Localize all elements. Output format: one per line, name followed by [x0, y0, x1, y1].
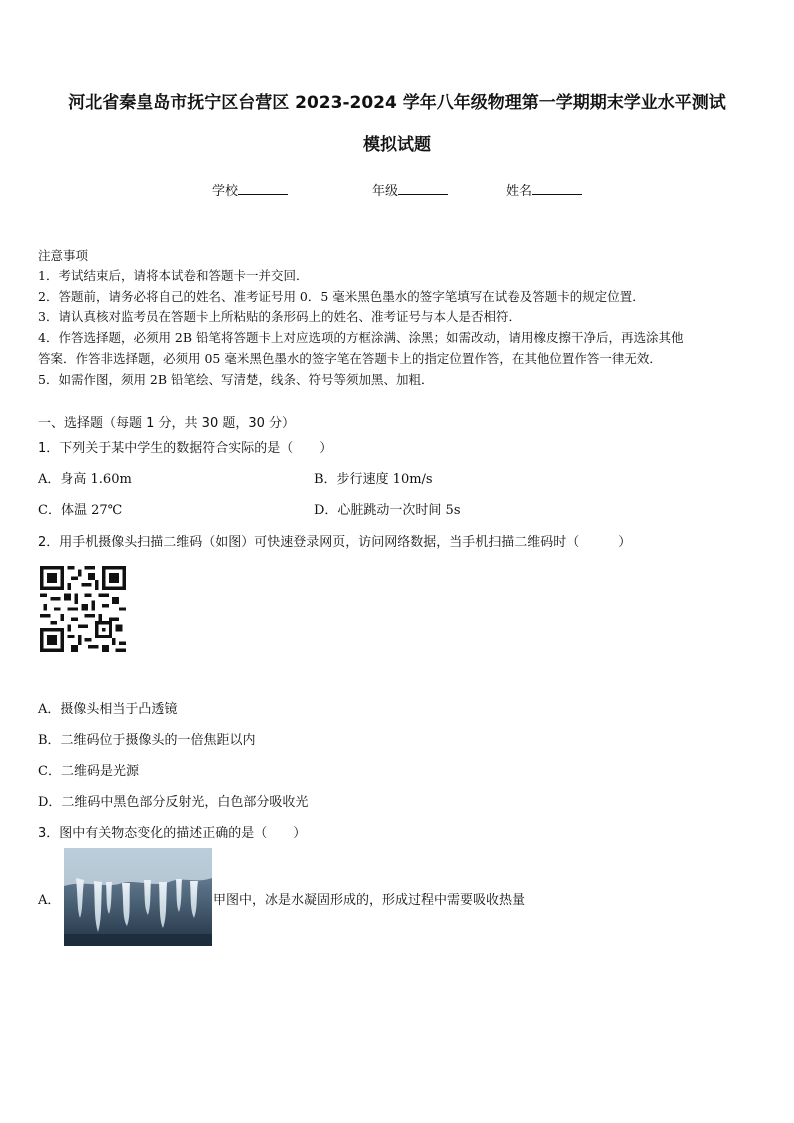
- q2-option-a: A．摄像头相当于凸透镜: [38, 702, 178, 717]
- q1-option-d: D．心脏跳动一次时间 5s: [314, 503, 461, 518]
- q3-option-a-text: 甲图中，冰是水凝固形成的，形成过程中需要吸收热量: [213, 893, 526, 908]
- school-label: 学校: [212, 184, 239, 199]
- notes-item: 2．答题前，请务必将自己的姓名、准考证号用 0．5 毫米黑色墨水的签字笔填写在试卷及答题卡的规定位置．: [38, 289, 645, 304]
- q2-option-b: B．二维码位于摄像头的一倍焦距以内: [38, 733, 256, 748]
- qr-code-icon: [40, 566, 126, 652]
- name-field: [506, 180, 582, 199]
- notes-item: 1．考试结束后，请将本试卷和答题卡一并交回．: [38, 268, 309, 283]
- name-label: 姓名: [506, 184, 533, 199]
- q3-option-a-label: A．: [38, 893, 61, 908]
- q2-option-d: D．二维码中黑色部分反射光，白色部分吸收光: [38, 795, 309, 810]
- question-1-stem: 1．下列关于某中学生的数据符合实际的是（ ）: [38, 441, 333, 456]
- q1-option-b: B．步行速度 10m/s: [314, 472, 433, 487]
- notes-item: 5．如需作图，须用 2B 铅笔绘、写清楚，线条、符号等须加黑、加粗．: [38, 372, 434, 387]
- notes-heading: 注意事项: [38, 248, 89, 263]
- notes-item: 3．请认真核对监考员在答题卡上所粘贴的条形码上的姓名、准考证号与本人是否相符．: [38, 309, 521, 324]
- grade-field: [372, 180, 448, 199]
- question-2-stem: 2．用手机摄像头扫描二维码（如图）可快速登录网页，访问网络数据，当手机扫描二维码时（ ）: [38, 535, 632, 550]
- grade-label: 年级: [372, 184, 399, 199]
- school-field: [212, 180, 288, 199]
- q1-option-a: A．身高 1.60m: [38, 472, 132, 487]
- grade-blank: [398, 182, 448, 195]
- q2-option-c: C．二维码是光源: [38, 764, 139, 779]
- name-blank: [532, 182, 582, 195]
- page-title: 河北省秦皇岛市抚宁区台营区 2023-2024 学年八年级物理第一学期期末学业水平测试: [68, 93, 726, 113]
- q1-option-c: C．体温 27℃: [38, 503, 123, 518]
- school-blank: [238, 182, 288, 195]
- question-3-stem: 3．图中有关物态变化的描述正确的是（ ）: [38, 826, 307, 841]
- section-heading: 一、选择题（每题 1 分，共 30 题，30 分）: [38, 416, 296, 431]
- notes-item: 答案．作答非选择题，必须用 05 毫米黑色墨水的签字笔在答题卡上的指定位置作答，在其他位置作答一律无效．: [38, 351, 662, 366]
- page-subtitle: 模拟试题: [363, 135, 431, 155]
- icicles-photo: [64, 848, 212, 946]
- notes-item: 4．作答选择题，必须用 2B 铅笔将答题卡上对应选项的方框涂满、涂黑；如需改动，请用橡皮擦干净后，再选涂其他: [38, 330, 684, 345]
